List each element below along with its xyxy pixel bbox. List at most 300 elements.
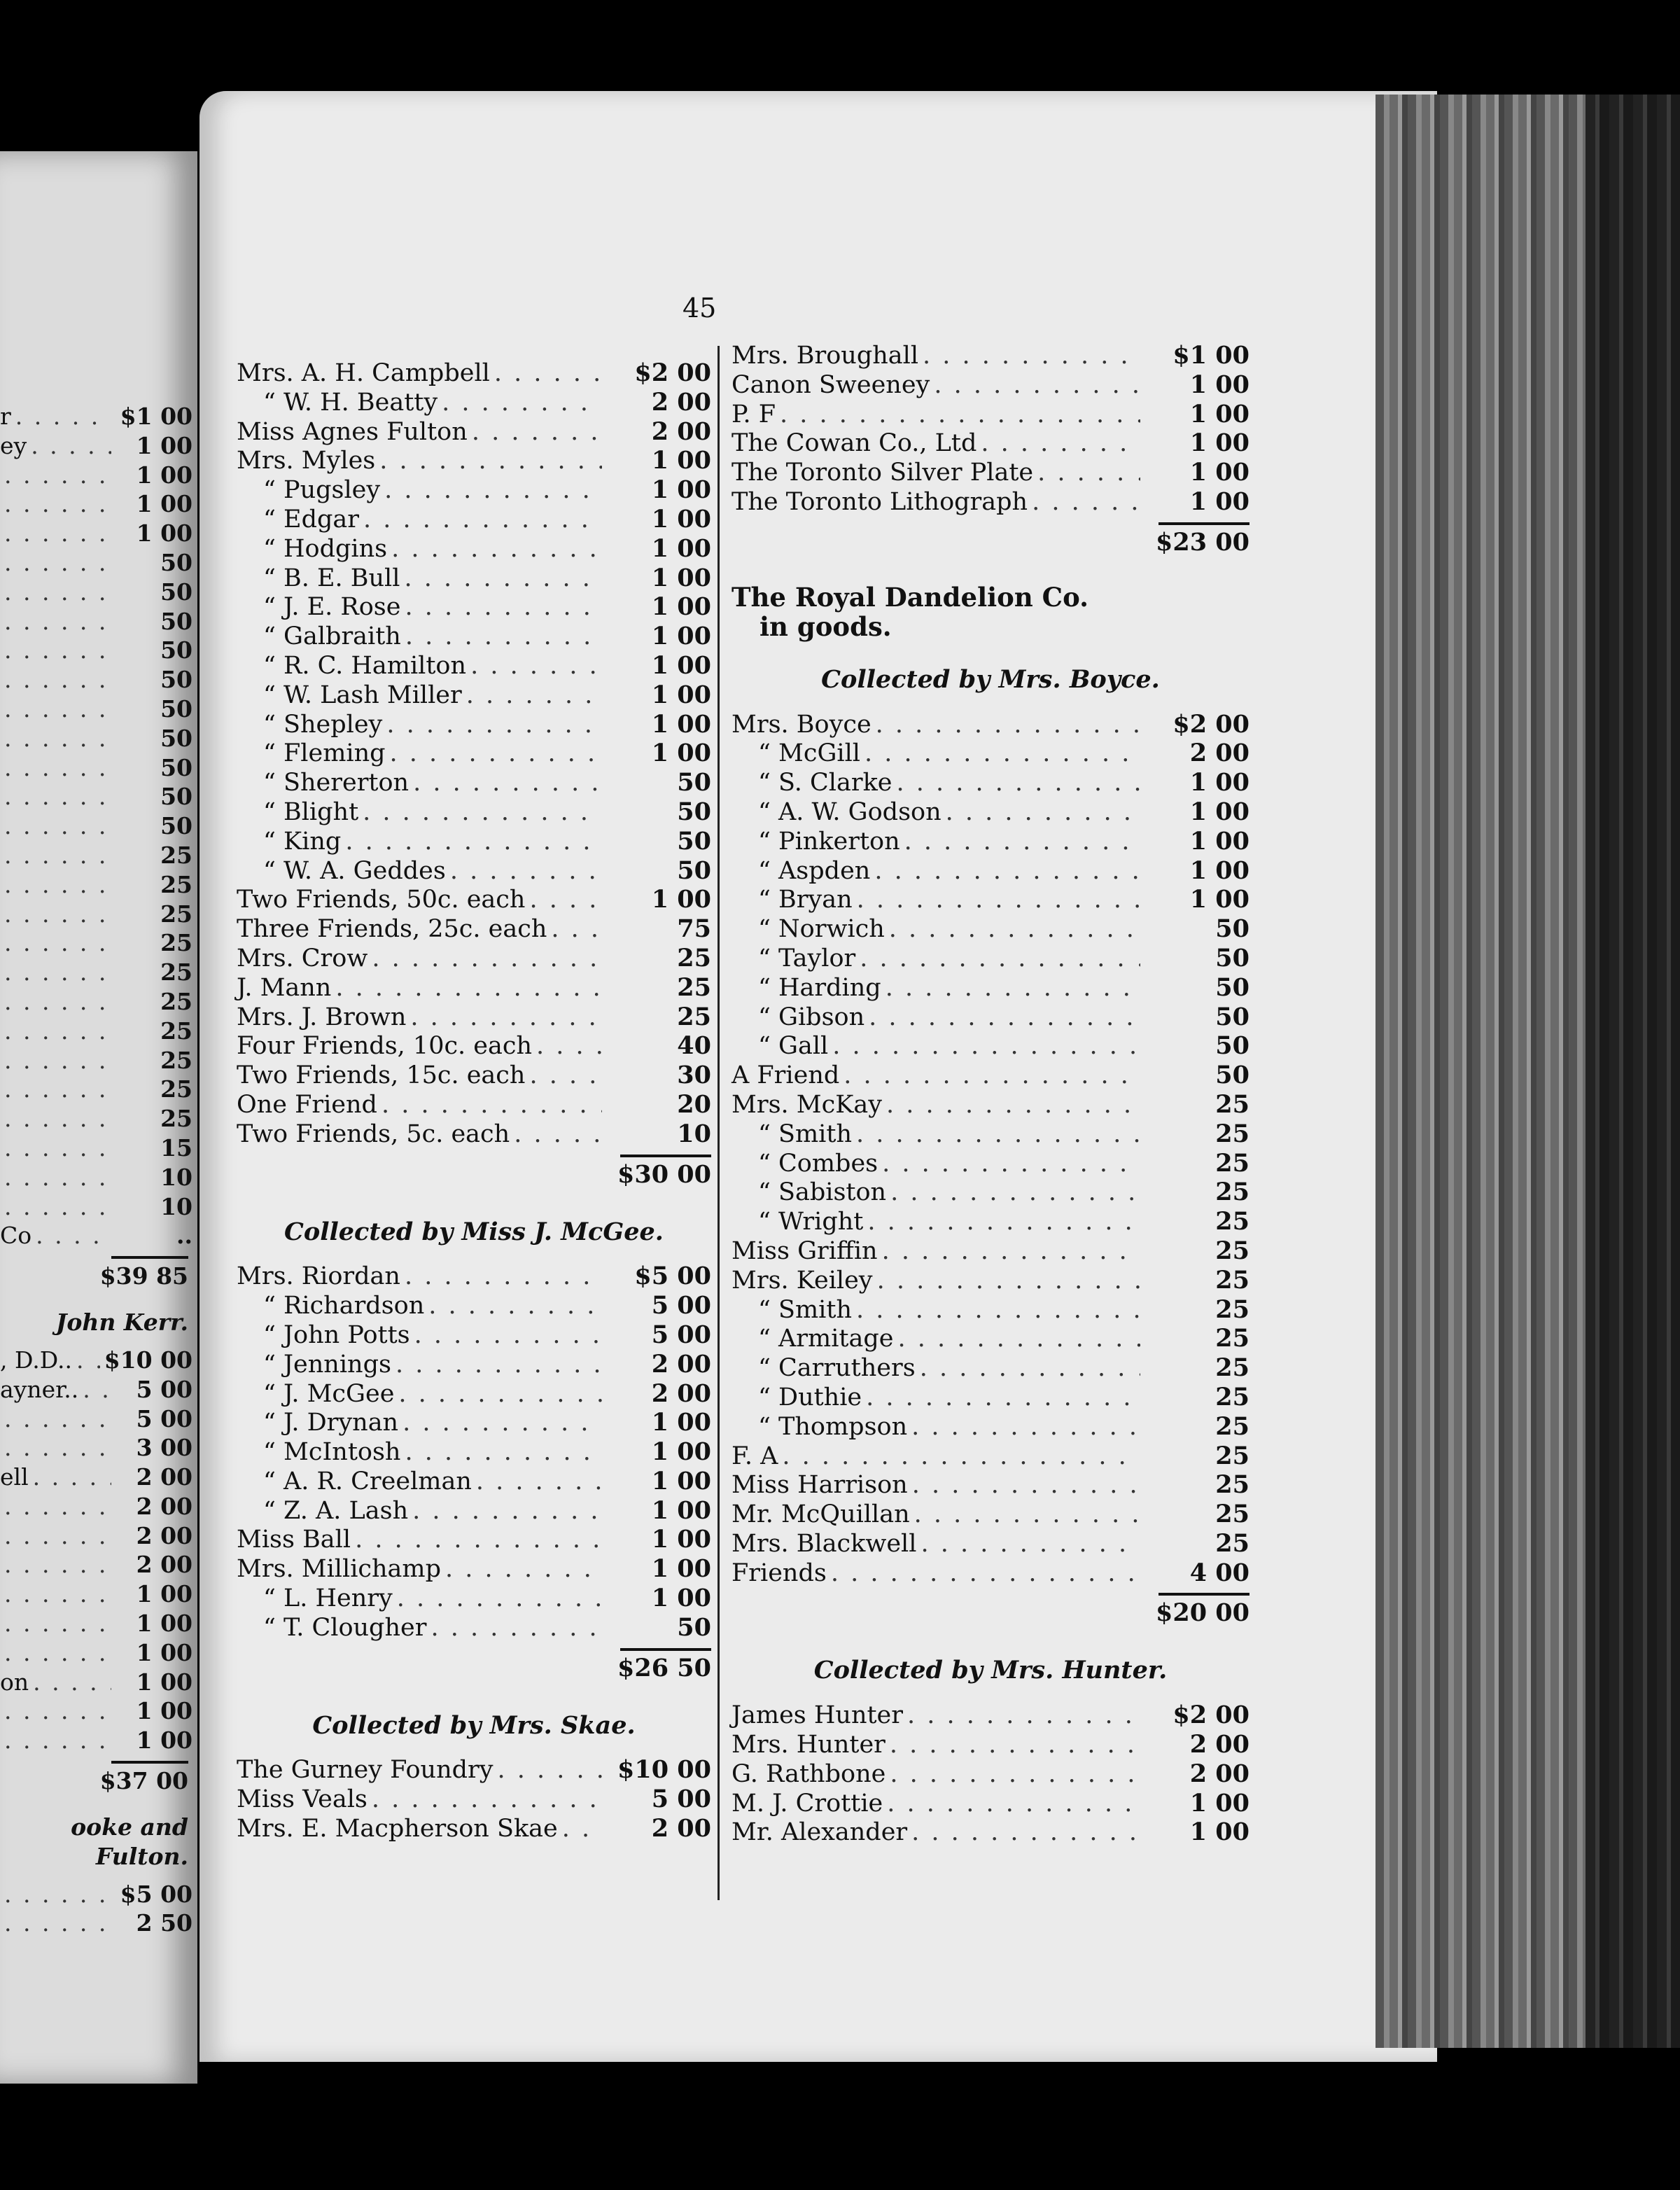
contribution-amount: 25 [1215,1265,1250,1295]
leader-dots [410,1003,602,1033]
contribution-row [237,944,711,973]
contribution-row [732,370,1250,400]
leader-dots [882,1237,1140,1267]
contribution-row [0,578,192,607]
contribution-amount: 50 [1215,943,1250,972]
contributor-name: P. F [732,400,776,428]
leader-dots [844,1061,1140,1091]
contribution-row [732,1470,1250,1500]
leader-dots [466,681,602,711]
contributor-name: “ Wright [758,1208,864,1236]
contribution-row [237,797,711,827]
leader-dots [4,1880,111,1909]
contributor-name: “ Armitage [758,1325,894,1353]
section-heading-boyce: Collected by Mrs. Boyce. [821,664,1160,694]
contribution-amount: 25 [1215,1148,1250,1178]
contribution-amount: 25 [1215,1528,1250,1558]
contribution-row [237,1061,711,1090]
leader-dots [428,1292,602,1321]
contributor-name: G. Rathbone [732,1759,886,1788]
contribution-amount: 1 00 [651,592,711,622]
contributor-name: “ Thompson [758,1412,908,1441]
contribution-amount: 5 00 [651,1320,711,1349]
contribution-amount: .. [176,1222,192,1250]
contribution-row [732,1789,1250,1818]
contribution-amount: 50 [160,636,192,664]
leader-dots [874,857,1140,886]
leader-dots [907,1701,1140,1731]
leader-dots [4,1550,111,1579]
contribution-row [732,1701,1250,1730]
leader-dots [981,429,1140,459]
contributor-name: “ Smith [758,1120,852,1148]
contribution-row [237,973,711,1003]
contribution-amount: 5 00 [136,1375,192,1403]
total-rule [1158,1593,1250,1596]
fragment-heading-2: John Kerr. [55,1309,188,1337]
fragment-total-2: $37 00 [99,1767,188,1795]
contribution-amount: 1 00 [136,1610,192,1638]
contributor-name: M. J. Crottie [732,1789,883,1818]
contribution-amount: 1 00 [651,533,711,563]
contributor-name: “ Aspden [758,856,871,885]
leader-dots [869,1003,1140,1033]
contribution-amount: 5 00 [651,1291,711,1320]
leader-dots [887,1790,1140,1819]
contributor-name: Friends [732,1558,827,1587]
contributor-name: Mrs. Hunter [732,1731,886,1759]
contributor-name: “ Shepley [263,710,383,739]
contributor-name: “ B. E. Bull [263,564,400,592]
contribution-amount: 1 00 [1189,856,1250,885]
leader-dots [514,1120,602,1150]
leader-dots [442,389,602,418]
leader-dots [4,811,111,841]
leader-dots [398,1380,602,1409]
leader-dots [780,400,1140,430]
contribution-row [237,592,711,622]
contribution-row [732,739,1250,768]
section-heading-skae: Collected by Mrs. Skae. [312,1710,636,1740]
leader-dots [867,1208,1140,1237]
contribution-row [237,1031,711,1061]
leader-dots [76,1346,100,1375]
contributor-name: , D.D.. [0,1346,73,1374]
contributor-list-2 [732,341,1250,517]
contribution-row [0,782,192,811]
contribution-row [0,1375,192,1404]
contributor-name: Mrs. E. Macpherson Skae [237,1815,558,1843]
contribution-row [732,1383,1250,1412]
contribution-row [732,1324,1250,1353]
contributor-name: Mrs. Crow [237,944,368,972]
contribution-amount: 1 00 [651,475,711,505]
contributor-name: Mrs. Riordan [237,1262,400,1291]
contribution-row [237,739,711,768]
contributor-name: “ L. Henry [263,1584,393,1613]
leader-dots [4,841,111,870]
leader-dots [529,886,602,915]
contribution-amount: 2 00 [136,1551,192,1579]
contribution-row [237,358,711,388]
note-line-1: The Royal Dandelion Co. [732,581,1088,613]
subtotal-2: $23 00 [1156,527,1250,557]
contributor-name: “ Z. A. Lash [263,1496,409,1525]
contribution-row [0,1017,192,1046]
contribution-amount: 25 [160,841,192,869]
contribution-row [237,446,711,475]
contribution-amount: 15 [160,1134,192,1162]
leader-dots [4,1017,111,1046]
leader-dots [396,1351,602,1380]
contribution-amount: 2 00 [136,1463,192,1491]
contribution-amount: 50 [160,578,192,606]
contribution-amount: 1 00 [136,461,192,489]
leader-dots [4,1492,111,1521]
contribution-amount: 50 [160,753,192,781]
leader-dots [413,769,602,798]
contributor-name: “ T. Clougher [263,1613,427,1642]
contribution-amount: 50 [677,1612,711,1642]
contribution-row [237,1525,711,1554]
leader-dots [4,1433,111,1463]
contribution-amount: 50 [677,856,711,885]
section-heading-hunter: Collected by Mrs. Hunter. [813,1656,1168,1685]
contribution-row [732,885,1250,914]
contribution-row [0,1638,192,1668]
total-rule [620,1648,711,1651]
leader-dots [864,739,1140,769]
contributor-name: “ Carruthers [758,1354,916,1383]
leader-dots [36,1221,111,1250]
contribution-amount: 25 [1215,1353,1250,1383]
leader-dots [890,1731,1140,1760]
contributor-name: Mrs. Millichamp [237,1555,441,1584]
contribution-row [237,1814,711,1843]
contribution-amount: 1 00 [651,885,711,914]
contribution-row [237,622,711,651]
leader-dots [498,1756,602,1785]
contribution-amount: 1 00 [1189,768,1250,797]
contribution-row [0,1880,192,1909]
leader-dots [405,593,602,622]
contribution-row [237,388,711,417]
contribution-row [237,417,711,447]
contribution-amount: 2 00 [651,417,711,446]
section-heading-mcgee: Collected by Miss J. McGee. [284,1217,664,1246]
leader-dots [4,1521,111,1551]
subtotal-mcgee: $26 50 [617,1653,711,1682]
contribution-amount: 2 00 [651,1349,711,1379]
contribution-row [237,651,711,681]
contribution-amount: $2 00 [1172,709,1250,739]
contribution-amount: 25 [160,1046,192,1074]
leader-dots [31,431,111,461]
leader-dots [529,1061,602,1091]
contribution-amount: 2 00 [651,1814,711,1843]
contribution-amount: 1 00 [651,739,711,768]
contributor-name: “ Hodgins [263,534,388,563]
leader-dots [890,1760,1140,1790]
contribution-row [732,768,1250,797]
total-rule [111,1761,188,1764]
contribution-amount: 10 [677,1119,711,1148]
contribution-amount: 1 00 [1189,487,1250,516]
leader-dots [402,1409,602,1438]
contributor-name: “ Jennings [263,1350,391,1379]
contribution-row [0,402,192,431]
contribution-amount: $2 00 [1172,1701,1250,1730]
contribution-row [732,1061,1250,1090]
contribution-row [0,1221,192,1250]
contributor-name: Mrs. A. H. Campbell [237,359,490,387]
leader-dots [897,769,1141,798]
leader-dots [412,1497,602,1526]
contribution-amount: 50 [1215,1002,1250,1031]
contribution-amount: 50 [160,812,192,840]
book-page-edges [1376,95,1586,2048]
leader-dots [876,711,1140,740]
contribution-amount: 1 00 [136,1668,192,1696]
contribution-amount: 25 [677,1002,711,1031]
contributor-name: Mrs. Blackwell [732,1529,917,1558]
contribution-amount: 2 00 [1189,739,1250,768]
leader-dots [4,1075,111,1104]
leader-dots [923,342,1140,371]
contribution-amount: 2 00 [1189,1759,1250,1788]
leader-dots [379,447,602,476]
leader-dots [911,1818,1140,1848]
leader-dots [4,1726,111,1755]
contribution-amount: 25 [160,929,192,957]
leader-dots [4,548,111,578]
contributor-name: “ Combes [758,1149,878,1178]
contributor-name: Mrs. J. Brown [237,1003,407,1031]
leader-dots [4,1046,111,1075]
contributor-name: “ Fleming [263,739,386,768]
contribution-row [0,1492,192,1521]
contribution-row [0,724,192,753]
leader-dots [355,1526,602,1555]
contributor-name: “ J. Drynan [263,1409,399,1437]
contribution-row [237,1437,711,1467]
contribution-amount: 1 00 [651,563,711,592]
leader-dots [886,1091,1140,1120]
contribution-row [732,458,1250,487]
contribution-amount: 25 [1215,1236,1250,1265]
contribution-amount: 50 [1215,1031,1250,1061]
fragment-list-1 [0,402,192,1250]
contribution-amount: 1 00 [1189,826,1250,856]
previous-page-fragment [0,151,197,2084]
contributor-name: Miss Griffin [732,1236,878,1265]
contribution-row [732,944,1250,973]
contribution-row [0,811,192,841]
contribution-amount: 50 [160,666,192,694]
contribution-amount: 1 00 [1189,797,1250,826]
contribution-amount: 25 [1215,1324,1250,1353]
leader-dots [890,1178,1140,1208]
contribution-amount: 50 [160,783,192,811]
contributor-name: The Cowan Co., Ltd [732,429,977,458]
leader-dots [897,1325,1140,1354]
contribution-row [732,797,1250,827]
contribution-row [732,710,1250,739]
contribution-row [0,1609,192,1638]
contribution-row [0,665,192,695]
contribution-amount: 1 00 [136,519,192,548]
contribution-row [0,607,192,636]
contribution-row [237,1785,711,1814]
contribution-row [237,1408,711,1437]
contributor-name: Two Friends, 15c. each [237,1061,526,1090]
contributor-list-mcgee [237,1262,711,1642]
contribution-amount: 25 [1215,1119,1250,1148]
contributor-name: Mr. McQuillan [732,1500,910,1529]
leader-dots [4,1696,111,1726]
contributor-list-hunter [732,1701,1250,1847]
contribution-amount: 50 [677,768,711,797]
leader-dots [472,418,602,447]
leader-dots [397,1584,602,1614]
contribution-row [732,856,1250,886]
contributor-name: “ Norwich [758,915,885,944]
total-rule [1158,522,1250,525]
contribution-row [0,1668,192,1697]
leader-dots [33,1668,111,1697]
leader-dots [4,636,111,665]
contribution-amount: 5 00 [651,1785,711,1814]
contribution-amount: 1 00 [651,1554,711,1584]
leader-dots [877,1267,1140,1296]
contributor-name: ey [0,431,27,459]
left-column [237,358,711,1843]
contribution-row [0,1134,192,1163]
contribution-row [237,1291,711,1320]
contribution-amount: 1 00 [1189,1818,1250,1847]
leader-dots [4,1579,111,1609]
contribution-amount: 25 [1215,1089,1250,1119]
contribution-amount: 1 00 [1189,428,1250,458]
contributor-list-boyce [732,710,1250,1588]
contribution-row [237,710,711,739]
contributor-name: “ John Potts [263,1320,410,1349]
contribution-amount: 4 00 [1189,1558,1250,1587]
contributor-name: “ A. R. Creelman [263,1467,472,1495]
contribution-amount: $10 00 [104,1346,192,1374]
contribution-amount: 1 00 [651,709,711,739]
contribution-row [0,695,192,724]
leader-dots [4,987,111,1017]
contribution-row [237,1320,711,1350]
contribution-row [237,475,711,505]
leader-dots [4,928,111,958]
contributor-name: “ Pugsley [263,476,381,505]
leader-dots [946,798,1140,828]
contribution-row [0,548,192,578]
leader-dots [856,1120,1140,1150]
leader-dots [4,578,111,607]
contribution-row [0,431,192,461]
contribution-row [0,958,192,987]
contribution-row [732,827,1250,856]
leader-dots [4,607,111,636]
leader-dots [4,1638,111,1668]
contribution-amount: 3 00 [136,1434,192,1462]
leader-dots [912,1471,1140,1500]
contribution-amount: $1 00 [1172,341,1250,370]
contribution-row [0,1696,192,1726]
leader-dots [450,857,602,886]
contribution-row [732,1090,1250,1120]
contributor-name: Miss Veals [237,1785,368,1814]
leader-dots [920,1354,1140,1383]
fragment-total-1: $39 85 [99,1262,188,1290]
contribution-row [0,1075,192,1104]
contribution-amount: $10 00 [617,1755,711,1785]
leader-dots [1032,488,1140,517]
contributor-name: “ J. McGee [263,1379,395,1408]
leader-dots [4,782,111,811]
leader-dots [4,1163,111,1192]
contribution-amount: 10 [160,1192,192,1220]
contributor-name: “ Edgar [263,505,359,533]
contribution-row [237,1379,711,1409]
leader-dots [384,476,602,505]
contribution-row [237,885,711,914]
leader-dots [904,828,1140,857]
contribution-row [0,900,192,929]
contributor-name: Mrs. Myles [237,447,376,475]
contributor-name: Four Friends, 10c. each [237,1032,533,1061]
contribution-amount: 50 [677,797,711,826]
contribution-amount: 25 [677,972,711,1002]
leader-dots [4,1192,111,1222]
leader-dots [4,870,111,900]
page-number: 45 [682,293,717,323]
leader-dots [857,886,1140,915]
contribution-amount: 50 [677,826,711,856]
contribution-row [0,1046,192,1075]
contributor-name: Mrs. Boyce [732,710,872,739]
contributor-name: Mrs. Broughall [732,342,919,370]
leader-dots [832,1032,1140,1061]
leader-dots [860,944,1140,974]
leader-dots [886,974,1140,1003]
contributor-name: “ W. Lash Miller [263,681,462,709]
contributor-name: r [0,403,11,430]
contribution-amount: 1 00 [1189,399,1250,428]
contributor-name: The Gurney Foundry [237,1756,493,1785]
leader-dots [391,535,602,564]
contribution-amount: 25 [1215,1178,1250,1207]
contribution-amount: 1 00 [1189,370,1250,399]
contribution-row [237,827,711,856]
contributor-name: “ J. E. Rose [263,593,401,622]
contribution-amount: $2 00 [634,358,711,387]
contribution-row [237,768,711,797]
contribution-row [0,1909,192,1938]
contribution-row [0,489,192,519]
contributor-name: “ W. H. Beatty [263,388,438,417]
contributor-name: Mr. Alexander [732,1818,908,1847]
contribution-row [237,1496,711,1526]
contribution-amount: 75 [677,914,711,944]
contribution-amount: 25 [160,1105,192,1133]
leader-dots [33,1463,111,1492]
contribution-row [732,1003,1250,1032]
contribution-row [0,1104,192,1134]
